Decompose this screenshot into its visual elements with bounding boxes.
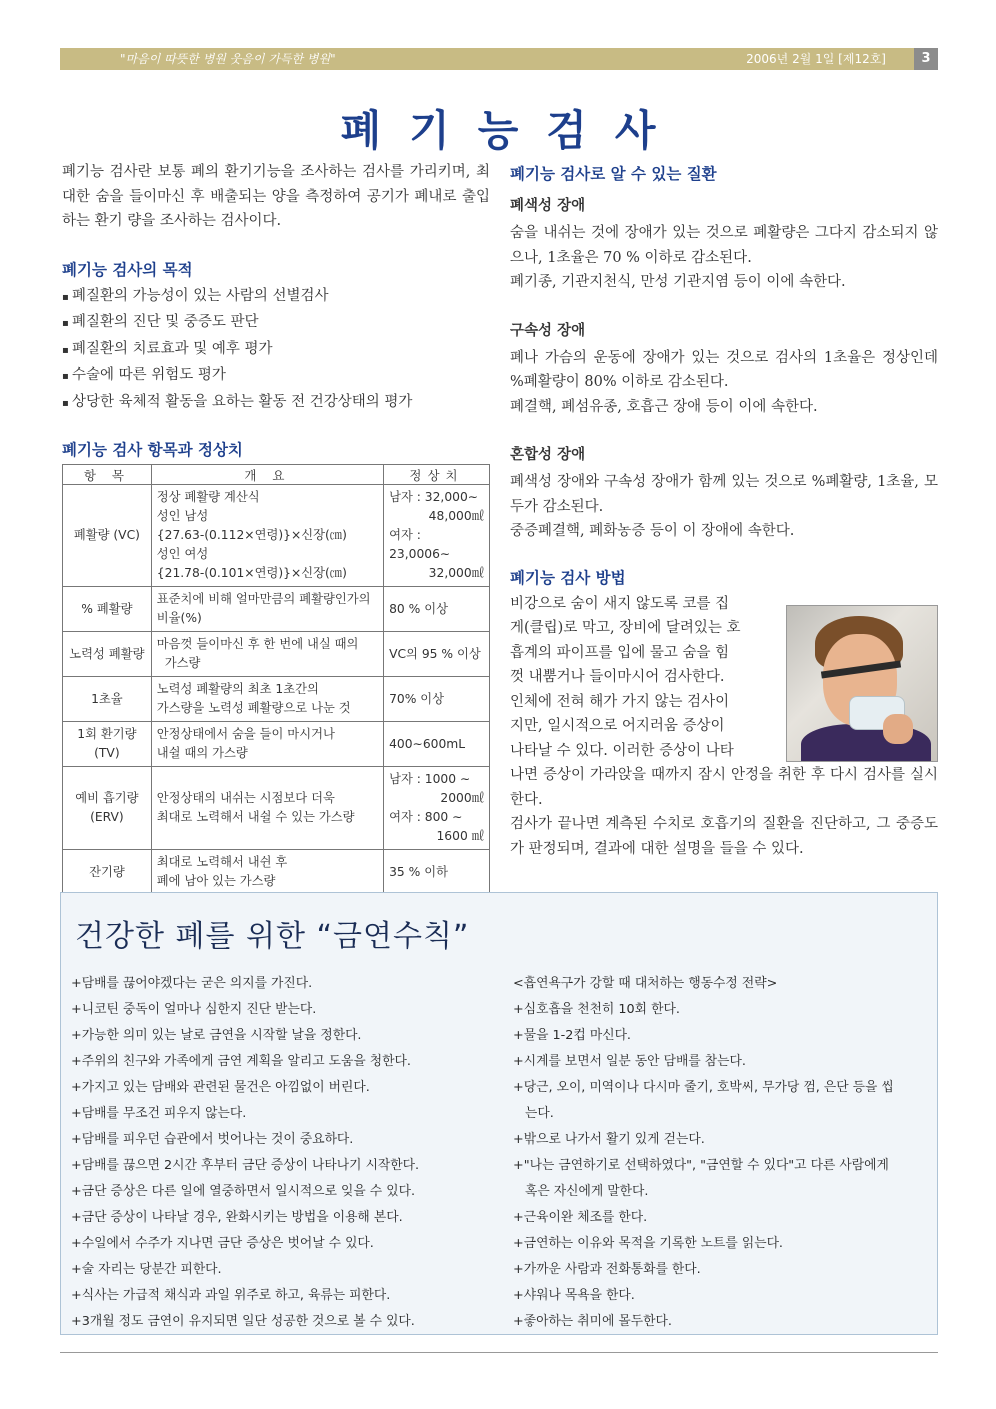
method-wrapped-text: 비강으로 숨이 새지 않도록 코를 집 게(클립)로 막고, 장비에 달려있는 호 흡계의 파이프를 입에 물고 숨을 힘 껏 내뿜거나 들이마시어 검사한다. 인체에 전혀 해가 가지 않는 검사이 지만, 일시적으로 어지러움 증상이 나타날 수 있다. 이러한 증상이 나타 (510, 595, 741, 759)
row-item: 폐활량 (VC) (63, 485, 152, 587)
list-item: +당근, 오이, 미역이나 다시마 줄기, 호박씨, 무가당 껌, 은단 등을 씹 (513, 1080, 894, 1095)
table-row (63, 485, 490, 587)
list-item: ▪ 폐질환의 가능성이 있는 사람의 선별검사 (62, 284, 490, 311)
row-normal: 80 % 이상 (384, 587, 490, 632)
list-item: +시계를 보면서 일분 동안 담배를 참는다. (513, 1054, 746, 1069)
list-item: +밖으로 나가서 활기 있게 걷는다. (513, 1132, 705, 1147)
row-summary: 표준치에 비해 얼마만큼의 폐활량인가의 비율(%) (151, 587, 383, 632)
disease-title: 구속성 장애 (510, 322, 586, 339)
list-item: +식사는 가급적 채식과 과일 위주로 하고, 육류는 피한다. (71, 1288, 391, 1303)
normal-values-table (62, 464, 490, 895)
table-heading: 폐기능 검사 항목과 정상치 (62, 441, 243, 459)
list-item: +좋아하는 취미에 몰두한다. (513, 1314, 672, 1329)
list-item: +담배를 끊으면 2시간 후부터 금단 증상이 나타나기 시작한다. (71, 1158, 420, 1173)
list-item: ▪ 수술에 따른 위험도 평가 (62, 363, 490, 390)
list-item: +니코틴 중독이 얼마나 심한지 진단 받는다. (71, 1002, 317, 1017)
purpose-list (62, 284, 490, 417)
list-item: +주위의 친구와 가족에게 금연 계획을 알리고 도움을 청한다. (71, 1054, 411, 1069)
child-spirometry-photo (786, 605, 938, 762)
list-item: 혹은 자신에게 말한다. (525, 1184, 649, 1199)
table-header-row (63, 465, 490, 485)
table-row (63, 632, 490, 677)
header-date: 2006년 2월 1일 [제12호] (746, 52, 886, 66)
list-item: +3개월 정도 금연이 유지되면 일단 성공한 것으로 볼 수 있다. (71, 1314, 415, 1329)
purpose-heading: 폐기능 검사의 목적 (62, 260, 193, 279)
list-item: ▪ 폐질환의 치료효과 및 예후 평가 (62, 337, 490, 364)
page-number: 3 (914, 48, 938, 70)
smoking-rules-title: 건강한 폐를 위한 “금연수칙” (75, 919, 470, 954)
disease-text: 폐색성 장애와 구속성 장애가 함께 있는 것으로 %폐활량, 1초율, 모두가 감소된다. (510, 474, 938, 515)
row-summary: 최대로 노력해서 내쉰 후 폐에 남아 있는 가스량 (151, 850, 383, 895)
list-item: +담배를 무조건 피우지 않는다. (71, 1106, 247, 1121)
smoking-rules-box (60, 892, 938, 1335)
column-header-normal: 정상치 (384, 465, 490, 485)
list-item: +담배를 끊어야겠다는 굳은 의지를 가진다. (71, 976, 313, 991)
disease-text: 중증폐결핵, 폐화농증 등이 이 장애에 속한다. (510, 523, 795, 539)
table-row (63, 767, 490, 850)
row-summary: 안정상태의 내쉬는 시점보다 더욱 최대로 노력해서 내쉴 수 있는 가스량 (151, 767, 383, 850)
list-item: ▪ 폐질환의 진단 및 중증도 판단 (62, 310, 490, 337)
diseases-heading: 폐기능 검사로 알 수 있는 질환 (510, 165, 717, 183)
column-header-summary: 개 요 (151, 465, 383, 485)
method-text: 나면 증상이 가라앉을 때까지 잠시 안정을 취한 후 다시 검사를 실시한다. (510, 767, 938, 808)
footer-divider (60, 1352, 938, 1353)
craving-strategy-list (513, 971, 933, 1335)
list-item: +심호흡을 천천히 10회 한다. (513, 1002, 680, 1017)
row-item: 1초율 (63, 677, 152, 722)
row-normal: 남자 : 32,000∼ 48,000㎖ 여자 : 23,0006∼ 32,000㎖ (384, 485, 490, 587)
table-row (63, 677, 490, 722)
list-item: +금연하는 이유와 목적을 기록한 노트를 읽는다. (513, 1236, 784, 1251)
row-normal: 400∼600mL (384, 722, 490, 767)
smoking-rules-list (71, 971, 491, 1335)
intro-paragraph: 폐기능 검사란 보통 폐의 환기기능을 조사하는 검사를 가리키며, 최대한 숨을 들이마신 후 배출되는 양을 측정하여 공기가 폐내로 출입하는 환기 량을 조사하는 검사이다. (62, 164, 490, 229)
method-heading: 폐기능 검사 방법 (510, 568, 626, 587)
method-text: 검사가 끝나면 계측된 수치로 호흡기의 질환을 진단하고, 그 중증도가 판정되며, 결과에 대한 설명을 들을 수 있다. (510, 816, 938, 857)
row-item: 잔기량 (63, 850, 152, 895)
list-item: +샤워나 목욕을 한다. (513, 1288, 635, 1303)
list-item: 는다. (525, 1106, 554, 1121)
left-column (62, 160, 490, 895)
disease-text: 폐나 가슴의 운동에 장애가 있는 것으로 검사의 1초율은 정상인데 %폐활량이 80% 이하로 감소된다. (510, 349, 938, 390)
list-item: ▪ 상당한 육체적 활동을 요하는 활동 전 건강상태의 평가 (62, 390, 490, 417)
list-item: +"나는 금연하기로 선택하였다", "금연할 수 있다"고 다른 사람에게 (513, 1158, 889, 1173)
table-row (63, 722, 490, 767)
row-item: 노력성 폐활량 (63, 632, 152, 677)
column-header-item: 항 목 (63, 465, 152, 485)
list-item: +가지고 있는 담배와 관련된 물건은 아낌없이 버린다. (71, 1080, 370, 1095)
table-row (63, 850, 490, 895)
row-item: 1회 환기량 (TV) (63, 722, 152, 767)
list-item: +금단 증상이 나타날 경우, 완화시키는 방법을 이용해 본다. (71, 1210, 403, 1225)
list-item: +수일에서 수주가 지나면 금단 증상은 벗어날 수 있다. (71, 1236, 374, 1251)
disease-text: 폐기종, 기관지천식, 만성 기관지염 등이 이에 속한다. (510, 274, 846, 290)
row-summary: 안정상태에서 숨을 들이 마시거나 내쉴 때의 가스량 (151, 722, 383, 767)
row-normal: 35 % 이하 (384, 850, 490, 895)
list-item: +가능한 의미 있는 날로 금연을 시작할 날을 정한다. (71, 1028, 362, 1043)
disease-text: 폐결핵, 폐섬유종, 호흡근 장애 등이 이에 속한다. (510, 398, 818, 415)
row-summary: 정상 폐활량 계산식 성인 남성 {27.63-(0.112×연령)}×신장(㎝) 성인 여성 {21.78-(0.101×연령)}×신장(㎝) (151, 485, 383, 587)
row-normal: VC의 95 % 이상 (384, 632, 490, 677)
row-summary: 노력성 폐활량의 최초 1초간의 가스량을 노력성 폐활량으로 나눈 것 (151, 677, 383, 722)
disease-title: 폐색성 장애 (510, 198, 586, 214)
row-summary: 마음껏 들이마신 후 한 번에 내실 때의 가스량 (151, 632, 383, 677)
list-item: +금단 증상은 다른 일에 열중하면서 일시적으로 잊을 수 있다. (71, 1184, 416, 1199)
list-item: +물을 1-2컵 마신다. (513, 1028, 631, 1043)
table-row (63, 587, 490, 632)
row-item: % 폐활량 (63, 587, 152, 632)
page-title: 폐기능검사 (340, 106, 684, 155)
list-item: +가까운 사람과 전화통화를 한다. (513, 1262, 701, 1277)
row-normal: 남자 : 1000 ∼ 2000㎖ 여자 : 800 ∼ 1600 ㎖ (384, 767, 490, 850)
list-item: +근육이완 체조를 한다. (513, 1210, 648, 1225)
craving-strategy-heading: <흡연욕구가 강할 때 대처하는 행동수정 전략> (513, 976, 778, 991)
header-motto: "마음이 따뜻한 병원 웃음이 가득한 병원" (120, 52, 336, 66)
disease-text: 숨을 내쉬는 것에 장애가 있는 것으로 폐활량은 그다지 감소되지 않으나, 1초율은 70 % 이하로 감소된다. (510, 225, 938, 266)
row-normal: 70% 이상 (384, 677, 490, 722)
disease-title: 혼합성 장애 (510, 447, 586, 463)
list-item: +술 자리는 당분간 피한다. (71, 1262, 222, 1277)
list-item: +담배를 피우던 습관에서 벗어나는 것이 중요하다. (71, 1132, 354, 1147)
row-item: 예비 흡기량 (ERV) (63, 767, 152, 850)
